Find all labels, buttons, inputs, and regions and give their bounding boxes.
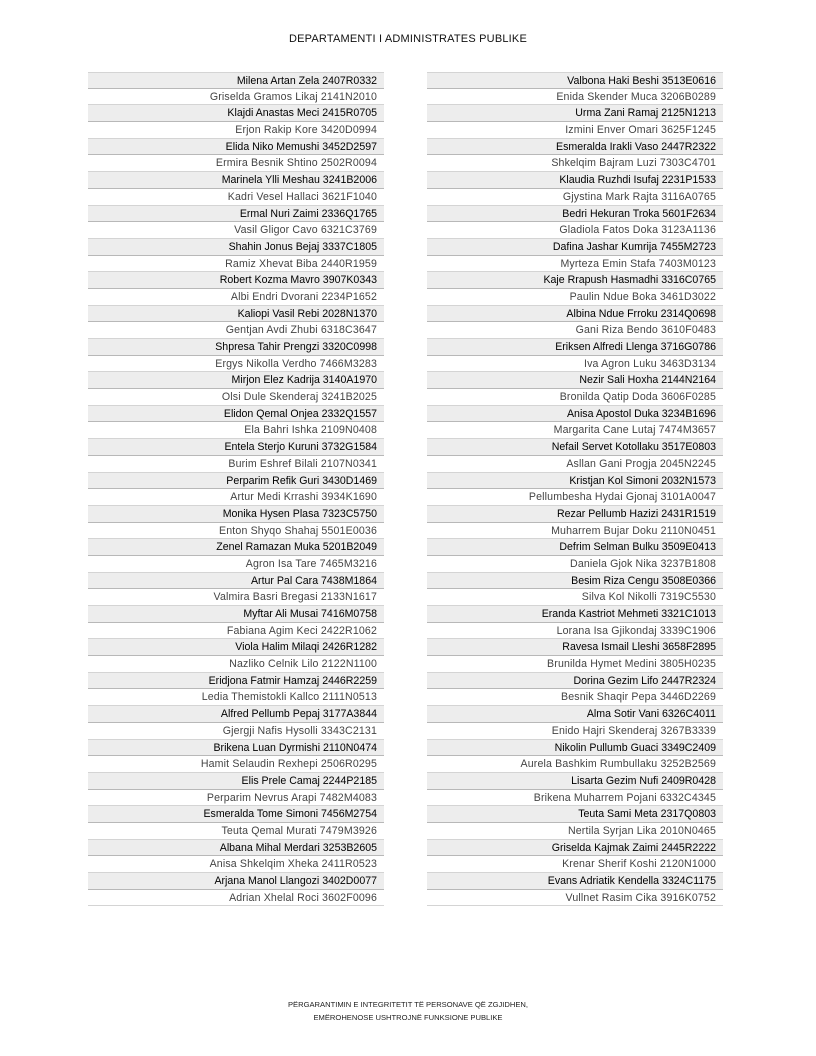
name-entry: Brikena Luan Dyrmishi 2110N0474 bbox=[88, 740, 384, 757]
name-entry: Kristjan Kol Simoni 2032N1573 bbox=[427, 473, 723, 490]
name-entry: Griselda Kajmak Zaimi 2445R2222 bbox=[427, 840, 723, 857]
name-entry: Iva Agron Luku 3463D3134 bbox=[427, 356, 723, 373]
name-entry: Olsi Dule Skenderaj 3241B2025 bbox=[88, 389, 384, 406]
name-entry: Besim Riza Cengu 3508E0366 bbox=[427, 573, 723, 590]
name-entry: Eranda Kastriot Mehmeti 3321C1013 bbox=[427, 606, 723, 623]
name-entry: Gladiola Fatos Doka 3123A1136 bbox=[427, 222, 723, 239]
name-entry: Gentjan Avdi Zhubi 6318C3647 bbox=[88, 322, 384, 339]
name-entry: Griselda Gramos Likaj 2141N2010 bbox=[88, 89, 384, 106]
name-entry: Elida Niko Memushi 3452D2597 bbox=[88, 139, 384, 156]
name-entry: Defrim Selman Bulku 3509E0413 bbox=[427, 539, 723, 556]
name-entry: Vasil Gligor Cavo 6321C3769 bbox=[88, 222, 384, 239]
name-entry: Shkelqim Bajram Luzi 7303C4701 bbox=[427, 155, 723, 172]
name-entry: Nertila Syrjan Lika 2010N0465 bbox=[427, 823, 723, 840]
name-entry: Bedri Hekuran Troka 5601F2634 bbox=[427, 206, 723, 223]
name-entry: Izmini Enver Omari 3625F1245 bbox=[427, 122, 723, 139]
name-entry: Mirjon Elez Kadrija 3140A1970 bbox=[88, 372, 384, 389]
name-entry: Gani Riza Bendo 3610F0483 bbox=[427, 322, 723, 339]
name-entry: Aurela Bashkim Rumbullaku 3252B2569 bbox=[427, 756, 723, 773]
name-entry: Teuta Qemal Murati 7479M3926 bbox=[88, 823, 384, 840]
name-entry: Klajdi Anastas Meci 2415R0705 bbox=[88, 105, 384, 122]
name-entry: Vullnet Rasim Cika 3916K0752 bbox=[427, 890, 723, 907]
name-entry: Artur Pal Cara 7438M1864 bbox=[88, 573, 384, 590]
name-entry: Albi Endri Dvorani 2234P1652 bbox=[88, 289, 384, 306]
name-entry: Eridjona Fatmir Hamzaj 2446R2259 bbox=[88, 673, 384, 690]
name-entry: Pellumbesha Hydai Gjonaj 3101A0047 bbox=[427, 489, 723, 506]
name-entry: Evans Adriatik Kendella 3324C1175 bbox=[427, 873, 723, 890]
name-entry: Nazliko Celnik Lilo 2122N1100 bbox=[88, 656, 384, 673]
name-entry: Klaudia Ruzhdi Isufaj 2231P1533 bbox=[427, 172, 723, 189]
name-entry: Lisarta Gezim Nufi 2409R0428 bbox=[427, 773, 723, 790]
name-entry: Valmira Basri Bregasi 2133N1617 bbox=[88, 589, 384, 606]
name-entry: Rezar Pellumb Hazizi 2431R1519 bbox=[427, 506, 723, 523]
name-entry: Krenar Sherif Koshi 2120N1000 bbox=[427, 856, 723, 873]
name-entry: Elidon Qemal Onjea 2332Q1557 bbox=[88, 406, 384, 423]
name-entry: Shahin Jonus Bejaj 3337C1805 bbox=[88, 239, 384, 256]
name-entry: Gjergji Nafis Hysolli 3343C2131 bbox=[88, 723, 384, 740]
name-entry: Zenel Ramazan Muka 5201B2049 bbox=[88, 539, 384, 556]
name-entry: Enton Shyqo Shahaj 5501E0036 bbox=[88, 523, 384, 540]
name-entry: Ela Bahri Ishka 2109N0408 bbox=[88, 422, 384, 439]
name-entry: Dorina Gezim Lifo 2447R2324 bbox=[427, 673, 723, 690]
name-entry: Fabiana Agim Keci 2422R1062 bbox=[88, 623, 384, 640]
name-entry: Ramiz Xhevat Biba 2440R1959 bbox=[88, 256, 384, 273]
name-entry: Nezir Sali Hoxha 2144N2164 bbox=[427, 372, 723, 389]
name-entry: Nikolin Pullumb Guaci 3349C2409 bbox=[427, 740, 723, 757]
name-entry: Valbona Haki Beshi 3513E0616 bbox=[427, 72, 723, 89]
right-name-column bbox=[427, 72, 723, 906]
footer bbox=[0, 998, 816, 1024]
name-entry: Albana Mihal Merdari 3253B2605 bbox=[88, 840, 384, 857]
name-entry: Paulin Ndue Boka 3461D3022 bbox=[427, 289, 723, 306]
name-entry: Asllan Gani Progja 2045N2245 bbox=[427, 456, 723, 473]
name-entry: Albina Ndue Frroku 2314Q0698 bbox=[427, 306, 723, 323]
name-entry: Muharrem Bujar Doku 2110N0451 bbox=[427, 523, 723, 540]
name-entry: Brikena Muharrem Pojani 6332C4345 bbox=[427, 790, 723, 807]
name-entry: Silva Kol Nikolli 7319C5530 bbox=[427, 589, 723, 606]
name-entry: Hamit Selaudin Rexhepi 2506R0295 bbox=[88, 756, 384, 773]
name-entry: Teuta Sami Meta 2317Q0803 bbox=[427, 806, 723, 823]
name-entry: Robert Kozma Mavro 3907K0343 bbox=[88, 272, 384, 289]
name-entry: Artur Medi Krrashi 3934K1690 bbox=[88, 489, 384, 506]
name-entry: Anisa Shkelqim Xheka 2411R0523 bbox=[88, 856, 384, 873]
name-entry: Bronilda Qatip Doda 3606F0285 bbox=[427, 389, 723, 406]
name-entry: Esmeralda Tome Simoni 7456M2754 bbox=[88, 806, 384, 823]
name-entry: Myrteza Emin Stafa 7403M0123 bbox=[427, 256, 723, 273]
name-entry: Erjon Rakip Kore 3420D0994 bbox=[88, 122, 384, 139]
name-entry: Perparim Refik Guri 3430D1469 bbox=[88, 473, 384, 490]
name-entry: Adrian Xhelal Roci 3602F0096 bbox=[88, 890, 384, 907]
name-entry: Daniela Gjok Nika 3237B1808 bbox=[427, 556, 723, 573]
name-entry: Alfred Pellumb Pepaj 3177A3844 bbox=[88, 706, 384, 723]
name-entry: Brunilda Hymet Medini 3805H0235 bbox=[427, 656, 723, 673]
name-entry: Kaje Rrapush Hasmadhi 3316C0765 bbox=[427, 272, 723, 289]
name-entry: Anisa Apostol Duka 3234B1696 bbox=[427, 406, 723, 423]
name-entry: Enida Skender Muca 3206B0289 bbox=[427, 89, 723, 106]
page-title: DEPARTAMENTI I ADMINISTRATES PUBLIKE bbox=[288, 33, 528, 45]
name-entry: Dafina Jashar Kumrija 7455M2723 bbox=[427, 239, 723, 256]
name-entry: Margarita Cane Lutaj 7474M3657 bbox=[427, 422, 723, 439]
name-entry: Nefail Servet Kotollaku 3517E0803 bbox=[427, 439, 723, 456]
name-entry: Kaliopi Vasil Rebi 2028N1370 bbox=[88, 306, 384, 323]
name-entry: Agron Isa Tare 7465M3216 bbox=[88, 556, 384, 573]
left-name-column bbox=[88, 72, 384, 906]
name-entry: Alma Sotir Vani 6326C4011 bbox=[427, 706, 723, 723]
footer-line-2: EMËROHENOSE USHTROJNË FUNKSIONE PUBLIKE bbox=[313, 1013, 503, 1022]
name-entry: Perparim Nevrus Arapi 7482M4083 bbox=[88, 790, 384, 807]
name-entry: Kadri Vesel Hallaci 3621F1040 bbox=[88, 189, 384, 206]
name-entry: Ravesa Ismail Lleshi 3658F2895 bbox=[427, 639, 723, 656]
name-entry: Arjana Manol Llangozi 3402D0077 bbox=[88, 873, 384, 890]
name-entry: Ermal Nuri Zaimi 2336Q1765 bbox=[88, 206, 384, 223]
name-entry: Esmeralda Irakli Vaso 2447R2322 bbox=[427, 139, 723, 156]
name-entry: Besnik Shaqir Pepa 3446D2269 bbox=[427, 689, 723, 706]
name-entry: Entela Sterjo Kuruni 3732G1584 bbox=[88, 439, 384, 456]
name-entry: Burim Eshref Bilali 2107N0341 bbox=[88, 456, 384, 473]
name-entry: Lorana Isa Gjikondaj 3339C1906 bbox=[427, 623, 723, 640]
name-entry: Ledia Themistokli Kallco 2111N0513 bbox=[88, 689, 384, 706]
name-entry: Myftar Ali Musai 7416M0758 bbox=[88, 606, 384, 623]
name-entry: Enido Hajri Skenderaj 3267B3339 bbox=[427, 723, 723, 740]
name-entry: Urma Zani Ramaj 2125N1213 bbox=[427, 105, 723, 122]
name-entry: Ermira Besnik Shtino 2502R0094 bbox=[88, 155, 384, 172]
footer-line-1: PËRGARANTIMIN E INTEGRITETIT TË PERSONAVE QË ZGJIDHEN, bbox=[287, 1000, 529, 1009]
name-entry: Gjystina Mark Rajta 3116A0765 bbox=[427, 189, 723, 206]
name-entry: Viola Halim Milaqi 2426R1282 bbox=[88, 639, 384, 656]
name-entry: Marinela Ylli Meshau 3241B2006 bbox=[88, 172, 384, 189]
name-entry: Eriksen Alfredi Llenga 3716G0786 bbox=[427, 339, 723, 356]
name-entry: Monika Hysen Plasa 7323C5750 bbox=[88, 506, 384, 523]
name-entry: Milena Artan Zela 2407R0332 bbox=[88, 72, 384, 89]
name-entry: Shpresa Tahir Prengzi 3320C0998 bbox=[88, 339, 384, 356]
name-entry: Elis Prele Camaj 2244P2185 bbox=[88, 773, 384, 790]
name-entry: Ergys Nikolla Verdho 7466M3283 bbox=[88, 356, 384, 373]
